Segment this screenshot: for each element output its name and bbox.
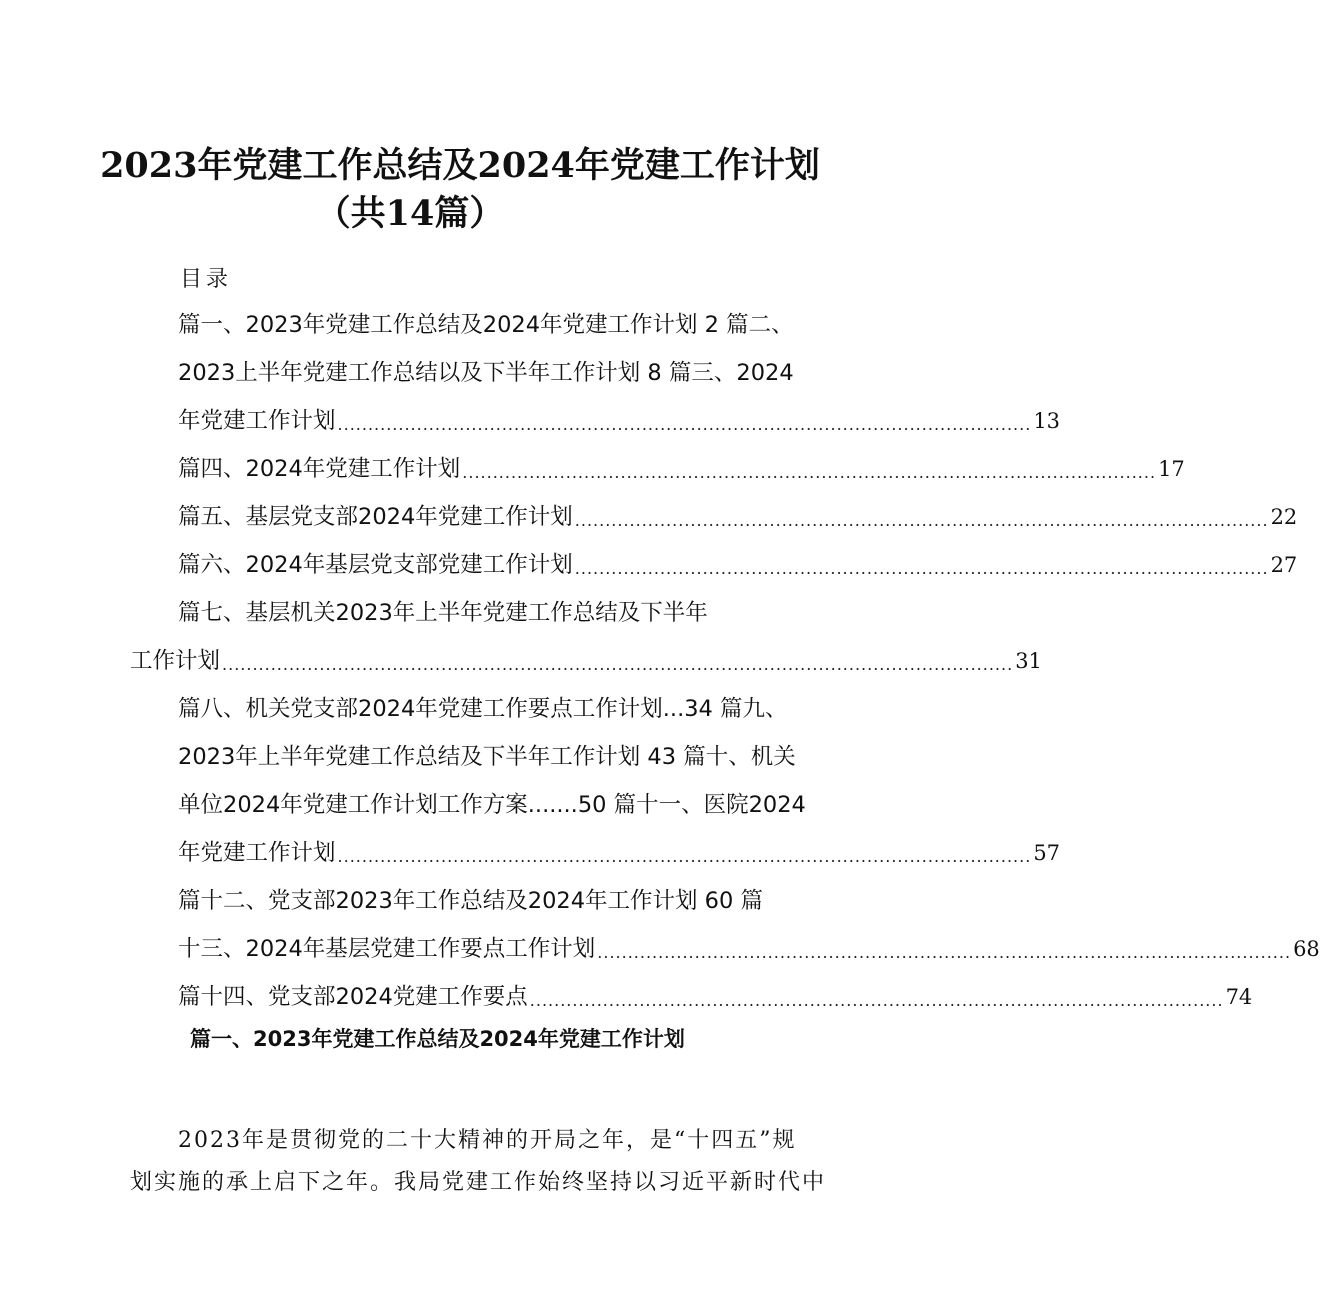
toc-line-text: 年党建工作计划 — [178, 408, 336, 434]
toc-page-number: 13 — [1033, 409, 1061, 433]
toc-line-3 — [178, 406, 1061, 436]
toc-leader-dots: .................................................................................................................. — [337, 415, 1032, 434]
toc-page-number: 74 — [1225, 985, 1253, 1009]
toc-line-text: 篇八、机关党支部2024年党建工作要点工作计划...34 篇九、 — [178, 696, 788, 722]
toc-line-12 — [178, 838, 1061, 868]
toc-line-5 — [178, 502, 1298, 532]
body-paragraph-line-2: 划实施的承上启下之年。我局党建工作始终坚持以习近平新时代中 — [130, 1170, 827, 1195]
toc-line-text: 2023年上半年党建工作总结及下半年工作计划 43 篇十、机关 — [178, 744, 796, 770]
toc-line-text: 篇五、基层党支部2024年党建工作计划 — [178, 504, 573, 530]
toc-line-8 — [130, 646, 1042, 676]
document-title: 2023年党建工作总结及2024年党建工作计划 — [100, 145, 820, 186]
toc-page-number: 57 — [1033, 841, 1061, 865]
section-heading: 篇一、2023年党建工作总结及2024年党建工作计划 — [190, 1027, 685, 1051]
toc-line-14 — [178, 934, 1320, 964]
toc-page-number: 22 — [1270, 505, 1298, 529]
toc-line-text: 单位2024年党建工作计划工作方案.......50 篇十一、医院2024 — [178, 792, 806, 818]
toc-leader-dots: .................................................................................................................. — [462, 463, 1157, 482]
toc-line-1 — [178, 310, 794, 340]
toc-line-text: 篇七、基层机关2023年上半年党建工作总结及下半年 — [178, 600, 708, 626]
toc-line-10 — [178, 742, 796, 772]
toc-line-text: 十三、2024年基层党建工作要点工作计划 — [178, 936, 596, 962]
toc-line-text: 工作计划 — [130, 648, 221, 674]
toc-line-9 — [178, 694, 788, 724]
toc-leader-dots: .................................................................................................................................. — [222, 655, 1014, 674]
document-subtitle: （共14篇） — [315, 193, 505, 234]
toc-line-text: 篇十二、党支部2023年工作总结及2024年工作计划 60 篇 — [178, 888, 763, 914]
toc-leader-dots: .................................................................................................................. — [337, 847, 1032, 866]
toc-line-4 — [178, 454, 1185, 484]
body-paragraph-line-1: 2023年是贯彻党的二十大精神的开局之年，是“十四五”规 — [178, 1128, 797, 1153]
toc-line-11 — [178, 790, 806, 820]
toc-line-text: 篇一、2023年党建工作总结及2024年党建工作计划 2 篇二、 — [178, 312, 794, 338]
toc-line-text: 篇四、2024年党建工作计划 — [178, 456, 461, 482]
toc-page-number: 17 — [1158, 457, 1185, 481]
toc-leader-dots: .................................................................................................................. — [574, 511, 1269, 530]
toc-line-text: 篇六、2024年基层党支部党建工作计划 — [178, 552, 573, 578]
toc-line-text: 年党建工作计划 — [178, 840, 336, 866]
toc-page-number: 27 — [1270, 553, 1298, 577]
toc-leader-dots: .................................................................................................................. — [529, 991, 1224, 1010]
toc-line-6 — [178, 550, 1298, 580]
toc-leader-dots: .................................................................................................................. — [574, 559, 1269, 578]
toc-line-text: 篇十四、党支部2024党建工作要点 — [178, 984, 528, 1010]
toc-line-text: 2023上半年党建工作总结以及下半年工作计划 8 篇三、2024 — [178, 360, 794, 386]
toc-line-13 — [178, 886, 763, 916]
toc-heading: 目录 — [180, 267, 233, 292]
toc-line-15 — [178, 982, 1253, 1012]
toc-page-number: 68 — [1293, 937, 1320, 961]
toc-line-2 — [178, 358, 794, 388]
toc-leader-dots: .................................................................................................................. — [597, 943, 1292, 962]
toc-line-7 — [178, 598, 708, 628]
toc-page-number: 31 — [1015, 649, 1042, 673]
